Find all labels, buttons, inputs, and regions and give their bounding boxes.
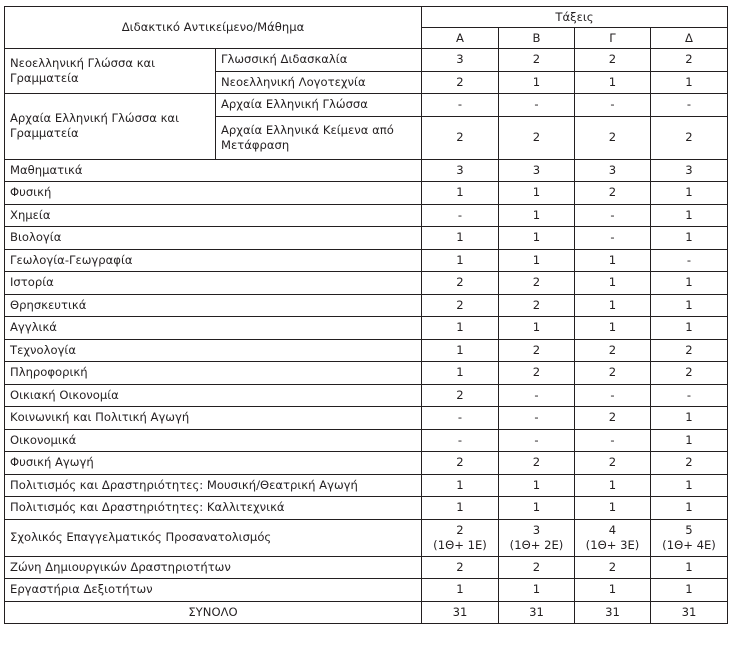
- subject-name: Τεχνολογία: [5, 339, 422, 362]
- hours-cell: 3: [651, 159, 728, 182]
- table-row: [5, 556, 728, 579]
- hours-cell: -: [499, 407, 575, 430]
- hours-cell: 1: [651, 474, 728, 497]
- hours-cell: 1: [651, 71, 728, 94]
- total-cell: 31: [499, 601, 575, 624]
- hours-cell: 2: [422, 556, 499, 579]
- subject-name: Σχολικός Επαγγελματικός Προσανατολισμός: [5, 519, 422, 556]
- hours-cell: 2: [422, 384, 499, 407]
- subject-name: Χημεία: [5, 204, 422, 227]
- table-row: [5, 159, 728, 182]
- hours-cell: 1: [575, 497, 651, 520]
- hours-cell: -: [575, 227, 651, 250]
- table-row: [5, 452, 728, 475]
- hours-cell: 1: [499, 71, 575, 94]
- hours-cell: 2: [575, 339, 651, 362]
- curriculum-hours-table: [4, 6, 728, 624]
- hours-breakdown: (1Θ+ 4Ε): [662, 537, 716, 552]
- subject-sub: Γλωσσική Διδασκαλία: [216, 49, 422, 72]
- hours-cell: -: [651, 249, 728, 272]
- hours-cell: 3: [422, 159, 499, 182]
- hours-cell: 1: [422, 339, 499, 362]
- hours-cell: 2: [422, 71, 499, 94]
- hours-cell: 1: [499, 182, 575, 205]
- table-row: [5, 182, 728, 205]
- hours-cell: 2: [575, 407, 651, 430]
- table-row: [5, 384, 728, 407]
- hours-breakdown: (1Θ+ 1Ε): [433, 537, 487, 552]
- subject-name: Πολιτισμός και Δραστηριότητες: Μουσική/Θεατρική Αγωγή: [5, 474, 422, 497]
- hours-cell: 3: [499, 159, 575, 182]
- hours-cell: 3: [575, 159, 651, 182]
- subject-name: Πολιτισμός και Δραστηριότητες: Καλλιτεχνικά: [5, 497, 422, 520]
- table-row: [5, 317, 728, 340]
- hours-cell: 1: [422, 474, 499, 497]
- hours-breakdown: (1Θ+ 3Ε): [585, 537, 640, 552]
- table-row: [5, 474, 728, 497]
- total-cell: 31: [422, 601, 499, 624]
- hours-cell: -: [422, 94, 499, 117]
- hours-cell: -: [499, 384, 575, 407]
- table-row: [5, 429, 728, 452]
- hours-cell: 1: [651, 182, 728, 205]
- hours-cell: -: [651, 384, 728, 407]
- table-row: [5, 94, 728, 117]
- table-row: [5, 497, 728, 520]
- hours-cell: 2: [499, 452, 575, 475]
- hours-cell: -: [499, 94, 575, 117]
- table-row: [5, 204, 728, 227]
- subject-name: Ζώνη Δημιουργικών Δραστηριοτήτων: [5, 556, 422, 579]
- hours-cell: 1: [422, 362, 499, 385]
- hours-value: 5: [685, 522, 693, 537]
- hours-cell: 1: [651, 227, 728, 250]
- table-row: [5, 579, 728, 602]
- hours-value: 4: [608, 522, 617, 537]
- subject-name: Θρησκευτικά: [5, 294, 422, 317]
- hours-breakdown: (1Θ+ 2Ε): [509, 537, 564, 552]
- table-row: [5, 519, 728, 556]
- table-row: [5, 407, 728, 430]
- hours-cell: [575, 519, 651, 556]
- hours-cell: 1: [651, 317, 728, 340]
- hours-cell: 1: [575, 272, 651, 295]
- total-cell: 31: [651, 601, 728, 624]
- hours-cell: -: [575, 204, 651, 227]
- table-row: [5, 49, 728, 72]
- hours-cell: 1: [575, 71, 651, 94]
- hours-value: 2: [456, 522, 464, 537]
- hours-cell: 1: [499, 227, 575, 250]
- hours-cell: 1: [422, 317, 499, 340]
- subject-name: Αγγλικά: [5, 317, 422, 340]
- hours-cell: 2: [651, 452, 728, 475]
- subject-sub: Νεοελληνική Λογοτεχνία: [216, 71, 422, 94]
- hours-cell: 1: [651, 497, 728, 520]
- table-row: [5, 272, 728, 295]
- hours-cell: -: [422, 429, 499, 452]
- hours-cell: 2: [575, 556, 651, 579]
- group-name-archaia: Αρχαία Ελληνική Γλώσσα και Γραμματεία: [5, 94, 216, 160]
- hours-cell: 2: [651, 339, 728, 362]
- total-row: [5, 601, 728, 624]
- subject-name: Μαθηματικά: [5, 159, 422, 182]
- classes-header: Τάξεις: [422, 7, 728, 28]
- subject-column-header: Διδακτικό Αντικείμενο/Μάθημα: [5, 7, 422, 49]
- hours-cell: 2: [499, 556, 575, 579]
- class-header-a: Α: [422, 28, 499, 49]
- hours-cell: 1: [651, 429, 728, 452]
- hours-cell: 2: [499, 272, 575, 295]
- hours-cell: -: [575, 384, 651, 407]
- hours-cell: 1: [422, 579, 499, 602]
- hours-cell: 1: [499, 249, 575, 272]
- hours-cell: 2: [651, 116, 728, 159]
- hours-cell: 3: [422, 49, 499, 72]
- subject-name: Φυσική: [5, 182, 422, 205]
- hours-cell: 1: [422, 182, 499, 205]
- table-row: [5, 339, 728, 362]
- table-row: [5, 227, 728, 250]
- subject-sub: Αρχαία Ελληνική Γλώσσα: [216, 94, 422, 117]
- hours-cell: 1: [651, 204, 728, 227]
- hours-cell: 2: [575, 452, 651, 475]
- subject-name: Γεωλογία-Γεωγραφία: [5, 249, 422, 272]
- hours-cell: 1: [651, 556, 728, 579]
- hours-cell: 2: [499, 294, 575, 317]
- hours-cell: 1: [499, 579, 575, 602]
- table-row: [5, 294, 728, 317]
- hours-cell: 2: [422, 452, 499, 475]
- hours-cell: 1: [422, 227, 499, 250]
- hours-cell: 2: [422, 116, 499, 159]
- hours-cell: 2: [499, 116, 575, 159]
- subject-name: Πληροφορική: [5, 362, 422, 385]
- hours-cell: [651, 519, 728, 556]
- hours-cell: 1: [575, 317, 651, 340]
- hours-cell: 2: [499, 339, 575, 362]
- hours-cell: 1: [575, 474, 651, 497]
- hours-cell: 1: [422, 249, 499, 272]
- hours-cell: 1: [651, 407, 728, 430]
- hours-cell: 2: [575, 182, 651, 205]
- hours-cell: 2: [651, 362, 728, 385]
- hours-cell: 1: [651, 272, 728, 295]
- hours-cell: 2: [499, 362, 575, 385]
- hours-cell: 2: [422, 272, 499, 295]
- hours-cell: 1: [499, 204, 575, 227]
- subject-sub: Αρχαία Ελληνικά Κείμενα από Μετάφραση: [216, 116, 422, 159]
- subject-name: Εργαστήρια Δεξιοτήτων: [5, 579, 422, 602]
- hours-cell: 1: [499, 474, 575, 497]
- hours-cell: 2: [575, 362, 651, 385]
- hours-cell: 1: [499, 497, 575, 520]
- total-label: ΣΥΝΟΛΟ: [5, 601, 422, 624]
- subject-name: Ιστορία: [5, 272, 422, 295]
- hours-cell: 1: [575, 249, 651, 272]
- hours-cell: 1: [575, 294, 651, 317]
- class-header-b: Β: [499, 28, 575, 49]
- hours-cell: 1: [651, 579, 728, 602]
- hours-cell: [422, 519, 499, 556]
- hours-cell: 1: [422, 497, 499, 520]
- hours-cell: 2: [575, 49, 651, 72]
- hours-cell: -: [651, 94, 728, 117]
- table-row: [5, 362, 728, 385]
- class-header-c: Γ: [575, 28, 651, 49]
- hours-cell: 1: [575, 579, 651, 602]
- hours-cell: -: [499, 429, 575, 452]
- hours-cell: 2: [422, 294, 499, 317]
- subject-name: Οικονομικά: [5, 429, 422, 452]
- class-header-d: Δ: [651, 28, 728, 49]
- hours-value: 3: [532, 522, 541, 537]
- table-row: [5, 249, 728, 272]
- hours-cell: -: [422, 204, 499, 227]
- subject-name: Οικιακή Οικονομία: [5, 384, 422, 407]
- hours-cell: 2: [499, 49, 575, 72]
- subject-name: Κοινωνική και Πολιτική Αγωγή: [5, 407, 422, 430]
- subject-name: Φυσική Αγωγή: [5, 452, 422, 475]
- group-name-neoellinika: Νεοελληνική Γλώσσα και Γραμματεία: [5, 49, 216, 94]
- hours-cell: -: [575, 429, 651, 452]
- hours-cell: -: [575, 94, 651, 117]
- hours-cell: 2: [651, 49, 728, 72]
- total-cell: 31: [575, 601, 651, 624]
- hours-cell: -: [422, 407, 499, 430]
- hours-cell: [499, 519, 575, 556]
- subject-name: Βιολογία: [5, 227, 422, 250]
- hours-cell: 1: [651, 294, 728, 317]
- hours-cell: 1: [499, 317, 575, 340]
- header-row-1: [5, 7, 728, 28]
- hours-cell: 2: [575, 116, 651, 159]
